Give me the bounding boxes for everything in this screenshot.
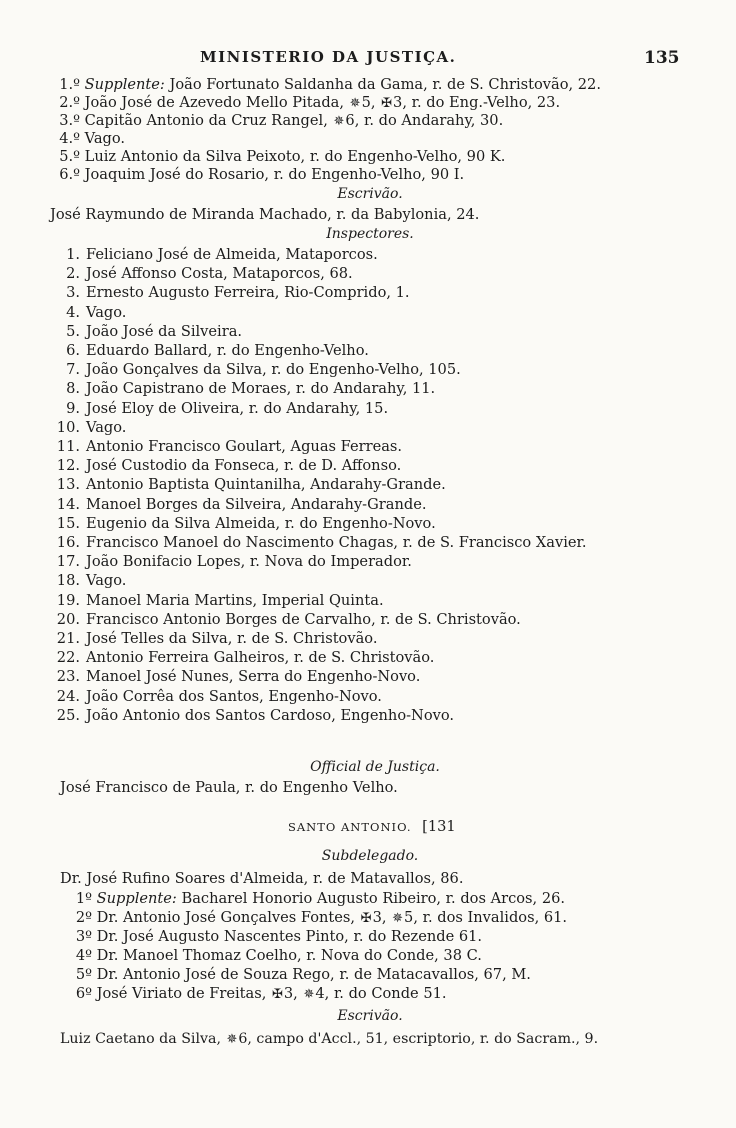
supplente-entry: 2.º João José de Azevedo Mello Pitada, ✵5, ✠3, r. do Eng.-Velho, 23. (59, 94, 561, 111)
supplente-entry: 6.º Joaquim José do Rosario, r. do Engenho-Velho, 90 I. (59, 166, 465, 183)
supplente-entry: 2º Dr. Antonio José Gonçalves Fontes, ✠3, ✵5, r. dos Invalidos, 61. (75, 909, 568, 926)
subdelegado-entry: Dr. José Rufino Soares d'Almeida, r. de Matavallos, 86. (60, 870, 464, 887)
inspector-number: 2. (66, 265, 80, 283)
order-star-icon: ✵ (349, 96, 361, 111)
order-star-icon: ✵ (333, 114, 345, 129)
inspector-number: 10. (56, 418, 80, 436)
inspector-entry (46, 534, 587, 552)
inspector-number: 6. (66, 342, 80, 359)
inspector-text: Vago. (86, 572, 127, 590)
inspector-number: 23. (56, 668, 80, 686)
inspector-entry (46, 553, 412, 571)
supplente-entry: 3º Dr. José Augusto Nascentes Pinto, r. do Rezende 61. (75, 928, 483, 945)
inspector-number: 20. (56, 610, 80, 628)
inspector-entry (46, 611, 521, 629)
section-heading-inspectores: Inspectores. (326, 226, 414, 242)
inspector-entry (46, 707, 454, 725)
inspector-number: 16. (56, 534, 80, 551)
inspector-entry (46, 649, 434, 667)
inspector-entry (46, 380, 435, 398)
inspector-entry (46, 476, 446, 494)
escrivao-entry: Luiz Caetano da Silva, ✵6, campo d'Accl., 51, escriptorio, r. do Sacram., 9. (60, 1031, 599, 1047)
inspector-number: 1. (66, 246, 80, 263)
order-cross-icon: ✠ (271, 987, 283, 1002)
inspector-number: 15. (56, 514, 80, 532)
inspector-text: Antonio Ferreira Galheiros, r. de S. Christovão. (86, 649, 435, 667)
inspector-text: Francisco Antonio Borges de Carvalho, r. de S. Christovão. (86, 610, 521, 628)
supplente-entry: 5º Dr. Antonio José de Souza Rego, r. de Matacavallos, 67, M. (75, 966, 531, 983)
supplente-entry: 5.º Luiz Antonio da Silva Peixoto, r. do Engenho-Velho, 90 K. (59, 148, 506, 165)
section-ref: [131 (422, 818, 456, 835)
inspector-number: 8. (66, 380, 80, 398)
inspector-number: 3. (66, 284, 80, 302)
inspector-entry (46, 630, 377, 648)
inspector-number: 19. (56, 591, 80, 609)
inspector-text: João Antonio dos Santos Cardoso, Engenho-Novo. (86, 706, 455, 724)
inspector-text: Eduardo Ballard, r. do Engenho-Velho. (86, 342, 369, 359)
inspector-text: Ernesto Augusto Ferreira, Rio-Comprido, 1. (86, 284, 410, 302)
inspector-entry (46, 457, 401, 475)
inspector-entry (46, 304, 126, 322)
inspector-number: 17. (56, 553, 80, 571)
inspector-text: Antonio Francisco Goulart, Aguas Ferreas. (86, 438, 403, 455)
inspector-number: 4. (66, 303, 80, 321)
supplente-entry: 4.º Vago. (59, 130, 126, 147)
inspector-number: 11. (56, 438, 80, 455)
official-entry: José Francisco de Paula, r. do Engenho Velho. (60, 779, 398, 796)
section-title (288, 818, 456, 836)
section-heading-official: Official de Justiça. (310, 759, 440, 775)
inspector-entry (46, 688, 382, 706)
supplente-entry: 3.º Capitão Antonio da Cruz Rangel, ✵6, r. do Andarahy, 30. (59, 112, 504, 129)
inspector-text: José Custodio da Fonseca, r. de D. Affonso. (86, 457, 402, 475)
inspector-text: Feliciano José de Almeida, Mataporcos. (86, 246, 378, 263)
inspector-number: 5. (66, 322, 80, 340)
supplente-entry: 6º José Viriato de Freitas, ✠3, ✵4, r. do Conde 51. (75, 985, 447, 1002)
inspector-text: Manoel José Nunes, Serra do Engenho-Novo. (86, 668, 421, 686)
inspector-text: João Capistrano de Moraes, r. do Andarahy, 11. (86, 380, 436, 398)
inspector-text: Manoel Borges da Silveira, Andarahy-Grande. (86, 495, 427, 513)
supplente-entry: 1.º Supplente: João Fortunato Saldanha da Gama, r. de S. Christovão, 22. (59, 76, 601, 93)
inspector-number: 22. (56, 649, 80, 667)
inspector-text: João Gonçalves da Silva, r. do Engenho-Velho, 105. (86, 361, 461, 379)
inspector-entry (46, 515, 436, 533)
inspector-entry (46, 400, 388, 418)
inspector-entry (46, 668, 420, 686)
order-star-icon: ✵ (392, 911, 404, 926)
inspector-text: José Eloy de Oliveira, r. do Andarahy, 15. (86, 399, 389, 417)
inspector-entry (46, 342, 369, 360)
inspector-text: José Affonso Costa, Mataporcos, 68. (86, 265, 353, 283)
page-header (0, 48, 736, 70)
section-heading-escrivao: Escrivão. (337, 186, 403, 202)
order-cross-icon: ✠ (360, 911, 372, 926)
inspector-entry (46, 284, 410, 302)
order-star-icon: ✵ (303, 987, 315, 1002)
inspector-text: João Bonifacio Lopes, r. Nova do Imperador. (86, 553, 412, 571)
inspector-number: 24. (56, 687, 80, 705)
section-title-text: SANTO ANTONIO. (288, 820, 412, 834)
inspector-text: João Corrêa dos Santos, Engenho-Novo. (86, 687, 382, 705)
section-heading-subdelegado: Subdelegado. (321, 848, 419, 864)
inspector-number: 7. (66, 361, 80, 379)
inspector-number: 14. (56, 495, 80, 513)
inspector-entry (46, 265, 353, 283)
inspector-entry (46, 592, 384, 610)
inspector-entry (46, 438, 402, 456)
inspector-text: Manoel Maria Martins, Imperial Quinta. (86, 591, 384, 609)
section-heading-escrivao: Escrivão. (337, 1008, 403, 1024)
inspector-text: Vago. (86, 303, 127, 321)
inspector-text: Francisco Manoel do Nascimento Chagas, r. de S. Francisco Xavier. (86, 534, 587, 551)
inspector-text: Antonio Baptista Quintanilha, Andarahy-Grande. (86, 476, 446, 494)
inspector-number: 9. (66, 399, 80, 417)
inspector-text: Vago. (86, 418, 127, 436)
order-cross-icon: ✠ (381, 96, 393, 111)
inspector-entry (46, 246, 378, 264)
inspector-number: 12. (56, 457, 80, 475)
escrivao-entry: José Raymundo de Miranda Machado, r. da Babylonia, 24. (50, 206, 480, 223)
inspector-number: 25. (56, 706, 80, 724)
inspector-number: 13. (56, 476, 80, 494)
inspector-number: 18. (56, 572, 80, 590)
inspector-entry (46, 361, 461, 379)
page-number: 135 (644, 48, 680, 68)
running-title: MINISTERIO DA JUSTIÇA. (200, 48, 457, 66)
inspector-text: João José da Silveira. (86, 322, 243, 340)
inspector-entry (46, 496, 426, 514)
inspector-entry (46, 572, 126, 590)
inspector-number: 21. (56, 630, 80, 647)
inspector-entry (46, 323, 242, 341)
inspector-text: Eugenio da Silva Almeida, r. do Engenho-Novo. (86, 514, 436, 532)
order-star-icon: ✵ (226, 1032, 238, 1047)
supplente-entry: 1º Supplente: Bacharel Honorio Augusto Ribeiro, r. dos Arcos, 26. (75, 890, 566, 907)
inspector-entry (46, 419, 126, 437)
inspector-text: José Telles da Silva, r. de S. Christovão. (86, 630, 378, 647)
supplente-entry: 4º Dr. Manoel Thomaz Coelho, r. Nova do Conde, 38 C. (75, 947, 482, 964)
